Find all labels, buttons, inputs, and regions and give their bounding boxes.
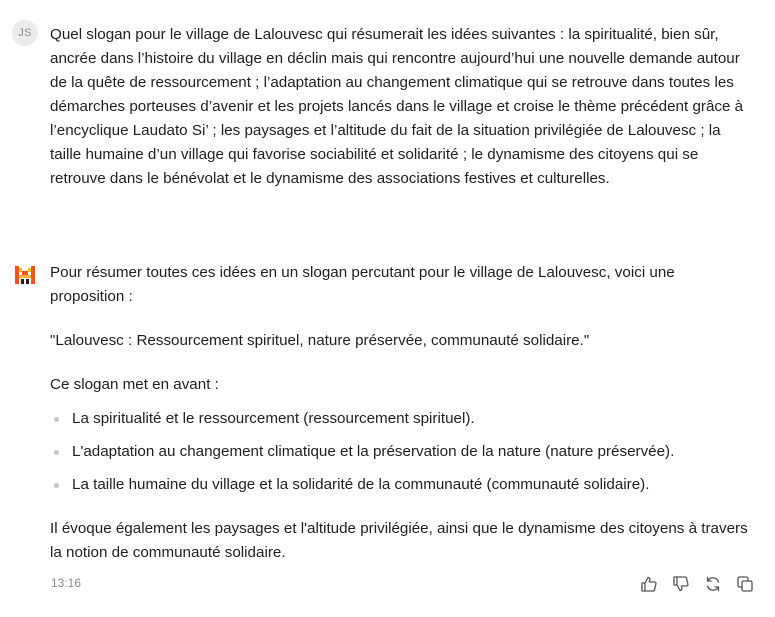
assistant-outro: Il évoque également les paysages et l'altitude privilégiée, ainsi que le dynamisme des citoyens à travers la notion de communauté solidaire. <box>50 520 748 561</box>
thumbs-up-button[interactable] <box>640 575 658 593</box>
bullet-dot <box>54 483 59 488</box>
thumbs-down-button[interactable] <box>672 575 690 593</box>
list-item <box>50 473 750 506</box>
assistant-lead: Ce slogan met en avant : <box>50 376 219 393</box>
assistant-intro: Pour résumer toutes ces idées en un slogan percutant pour le village de Lalouvesc, voici une proposition : <box>50 264 675 305</box>
list-item-text: La spiritualité et le ressourcement (ressourcement spirituel). <box>72 410 475 427</box>
regenerate-icon <box>704 575 722 593</box>
list-item-text: La taille humaine du village et la solidarité de la communauté (communauté solidaire). <box>72 476 650 493</box>
list-item-text: L'adaptation au changement climatique et la préservation de la nature (nature préservée). <box>72 443 675 460</box>
list-item <box>50 407 750 440</box>
user-message-text: Quel slogan pour le village de Lalouvesc qui résumerait les idées suivantes : la spiritualité, bien sûr, ancrée dans l’histoire du village en déclin mais qui rencontre aujourd’hui une nouvelle demande autour de la quête de ressourcement ; l’adaptation au changement climatique qui se retrouve dans toutes les démarches porteuses d’avenir et les projets lancés dans le village et croise le thème précédent grâce à l’encyclique Laudato Si’ ; les paysages et l’altitude du fait de la situation privilégiée de Lalouvesc ; la taille humaine d’un village qui favorise sociabilité et solidarité ; le dynamisme des citoyens qui se retrouve dans le bénévolat et le dynamisme des associations festives et culturelles. <box>50 26 744 187</box>
copy-button[interactable] <box>736 575 754 593</box>
bullet-dot <box>54 417 59 422</box>
copy-icon <box>736 575 754 593</box>
thumbs-down-icon <box>672 575 690 593</box>
assistant-logo-icon <box>14 264 36 286</box>
bullet-dot <box>54 450 59 455</box>
bullet-list <box>50 407 750 506</box>
slogan-text: "Lalouvesc : Ressourcement spirituel, nature préservée, communauté solidaire." <box>50 332 590 349</box>
regenerate-button[interactable] <box>704 575 722 593</box>
message-footer <box>50 574 755 596</box>
thumbs-up-icon <box>640 575 658 593</box>
list-item <box>50 440 750 473</box>
message-timestamp: 13:16 <box>51 576 82 590</box>
user-avatar: JS <box>12 20 38 46</box>
